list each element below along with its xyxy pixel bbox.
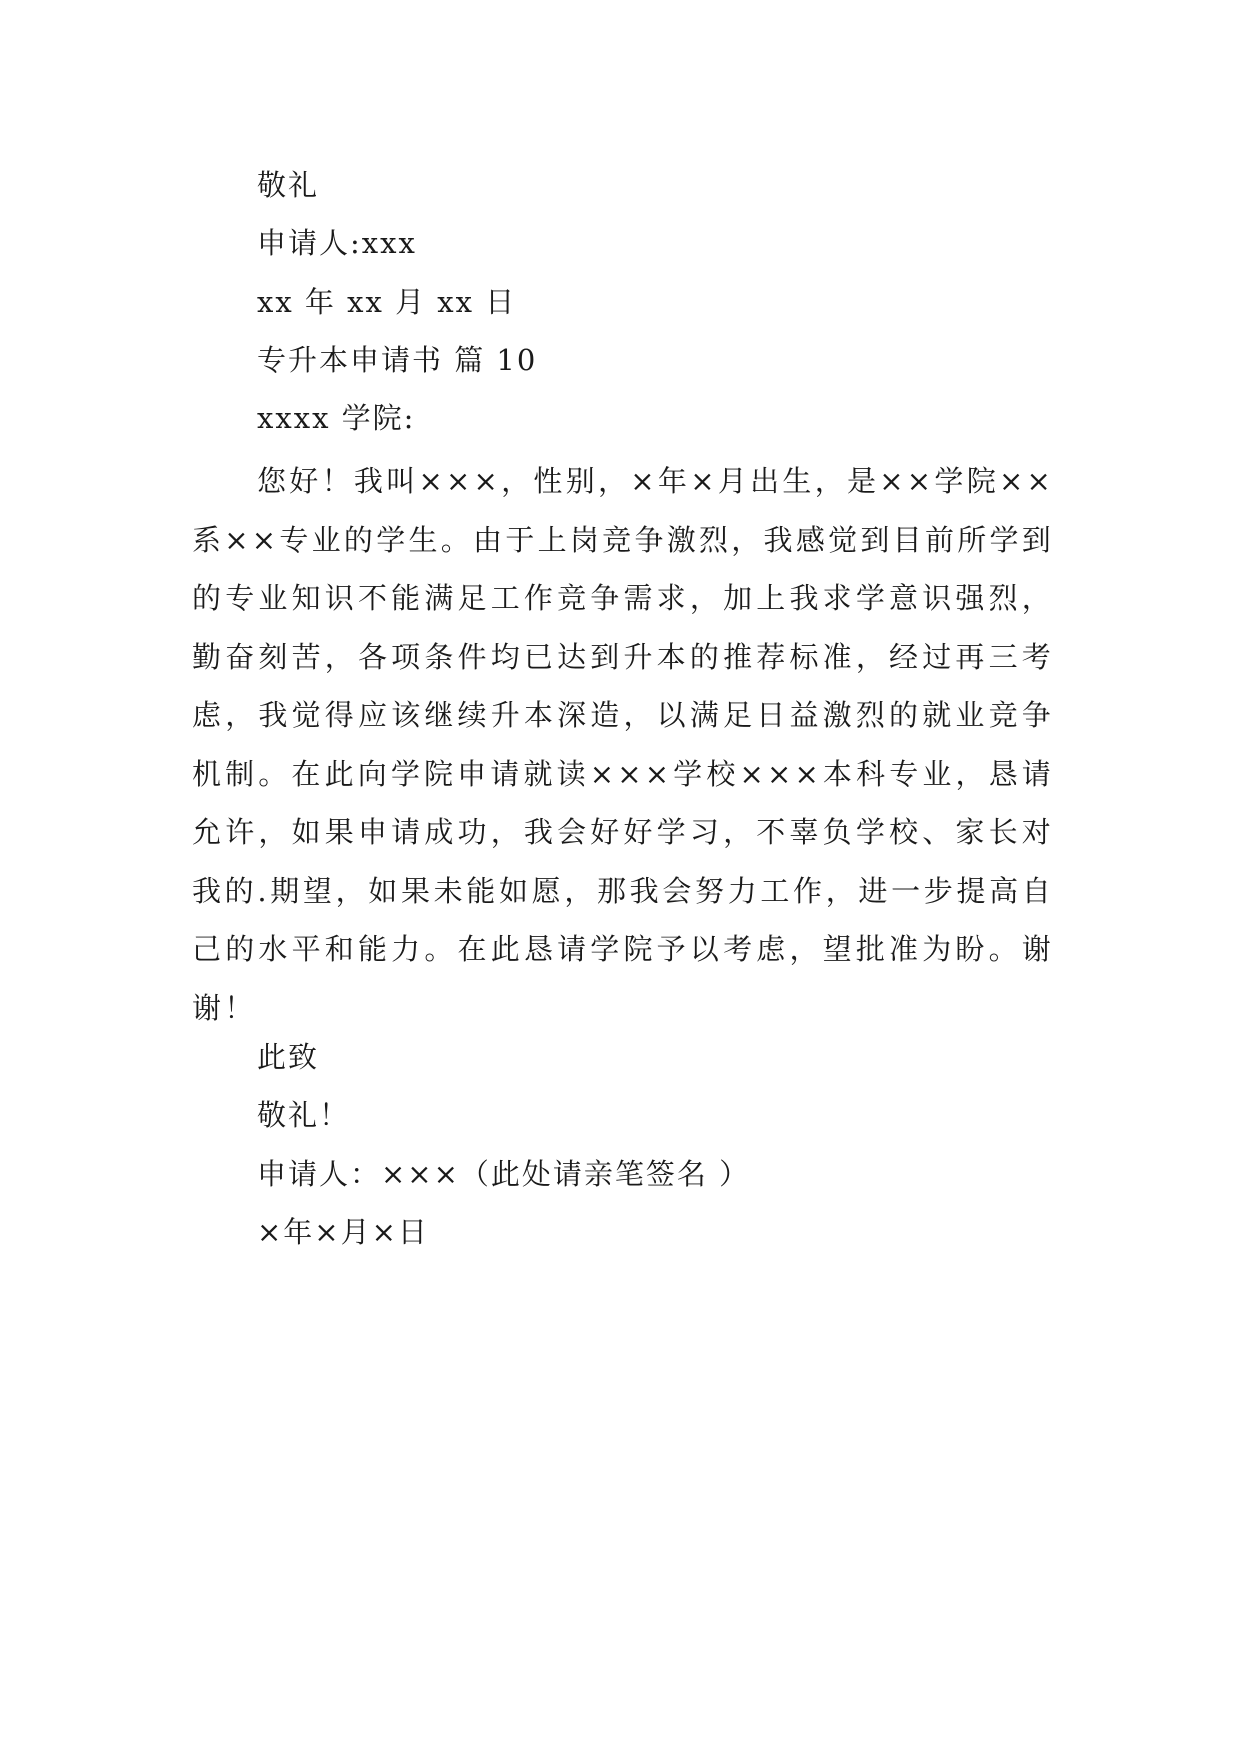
closing-line-1: 此致 bbox=[257, 1040, 320, 1074]
closing-line-2: 敬礼！ bbox=[257, 1098, 351, 1132]
date-line-previous: xx 年 xx 月 xx 日 bbox=[257, 285, 517, 319]
date-line: ×年×月×日 bbox=[257, 1215, 429, 1249]
letter-body: 您好！我叫×××，性别，×年×月出生，是××学院××系××专业的学生。由于上岗竞争激烈，我感觉到目前所学到的专业知识不能满足工作竞争需求，加上我求学意识强烈，勤奋刻苦，各项条件均已达到升本的推荐标准，经过再三考虑，我觉得应该继续升本深造，以满足日益激烈的就业竞争机制。在此向学院申请就读×××学校×××本科专业，恳请允许，如果申请成功，我会好好学习，不辜负学校、家长对我的.期望，如果未能如愿，那我会努力工作，进一步提高自己的水平和能力。在此恳请学院予以考虑，望批准为盼。谢谢！ bbox=[192, 464, 1054, 1025]
section-title: 专升本申请书 篇 10 bbox=[257, 343, 538, 377]
salutation: xxxx 学院: bbox=[257, 401, 416, 435]
applicant-line-previous: 申请人:xxx bbox=[257, 226, 417, 260]
closing-regards-previous: 敬礼 bbox=[257, 168, 320, 202]
applicant-signature-line: 申请人：×××（此处请亲笔签名 ） bbox=[257, 1157, 751, 1191]
